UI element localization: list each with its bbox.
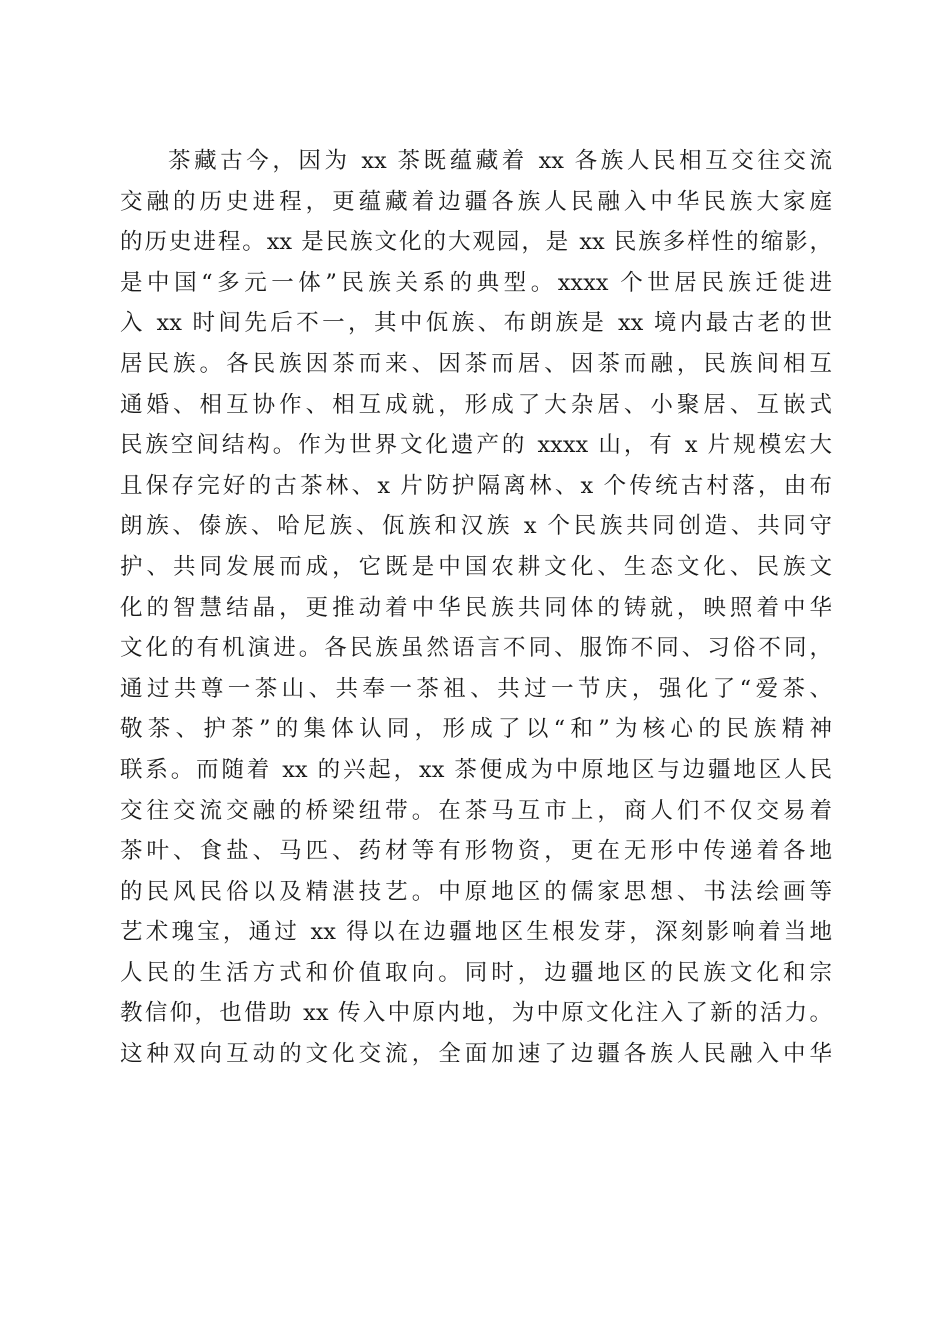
paragraph-line: 这种双向互动的文化交流，全面加速了边疆各族人民融入中华 [120,1041,832,1068]
paragraph-line: 民族空间结构。作为世界文化遗产的 xxxx 山，有 x 片规模宏大 [120,432,832,459]
paragraph-line: 的民风民俗以及精湛技艺。中原地区的儒家思想、书法绘画等 [120,878,832,905]
paragraph-line: 化的智慧结晶，更推动着中华民族共同体的铸就，映照着中华 [120,594,832,621]
paragraph-line: 通过共尊一茶山、共奉一茶祖、共过一节庆，强化了“爱茶、 [120,675,832,702]
paragraph-line: 朗族、傣族、哈尼族、佤族和汉族 x 个民族共同创造、共同守 [120,513,832,540]
paragraph-line: 人民的生活方式和价值取向。同时，边疆地区的民族文化和宗 [120,959,832,986]
body-paragraph [120,141,832,1075]
paragraph-line: 交往交流交融的桥梁纽带。在茶马互市上，商人们不仅交易着 [120,797,832,824]
paragraph-line: 敬茶、护茶”的集体认同，形成了以“和”为核心的民族精神 [120,716,832,743]
paragraph-line: 联系。而随着 xx 的兴起，xx 茶便成为中原地区与边疆地区人民 [120,756,832,783]
paragraph-line: 通婚、相互协作、相互成就，形成了大杂居、小聚居、互嵌式 [120,391,832,418]
paragraph-line: 的历史进程。xx 是民族文化的大观园，是 xx 民族多样性的缩影， [120,229,832,256]
paragraph-line: 护、共同发展而成，它既是中国农耕文化、生态文化、民族文 [120,553,832,580]
paragraph-line: 入 xx 时间先后不一，其中佤族、布朗族是 xx 境内最古老的世 [120,310,832,337]
paragraph-line: 茶叶、食盐、马匹、药材等有形物资，更在无形中传递着各地 [120,838,832,865]
paragraph-line: 交融的历史进程，更蕴藏着边疆各族人民融入中华民族大家庭 [120,188,832,215]
paragraph-line: 且保存完好的古茶林、x 片防护隔离林、x 个传统古村落，由布 [120,472,832,499]
paragraph-line: 居民族。各民族因茶而来、因茶而居、因茶而融，民族间相互 [120,350,832,377]
paragraph-line: 茶藏古今，因为 xx 茶既蕴藏着 xx 各族人民相互交往交流 [168,148,832,174]
paragraph-line: 文化的有机演进。各民族虽然语言不同、服饰不同、习俗不同， [120,635,832,662]
paragraph-line: 教信仰，也借助 xx 传入中原内地，为中原文化注入了新的活力。 [120,1000,832,1027]
paragraph-line: 艺术瑰宝，通过 xx 得以在边疆地区生根发芽，深刻影响着当地 [120,919,832,946]
paragraph-line: 是中国“多元一体”民族关系的典型。xxxx 个世居民族迁徙进 [120,269,832,296]
